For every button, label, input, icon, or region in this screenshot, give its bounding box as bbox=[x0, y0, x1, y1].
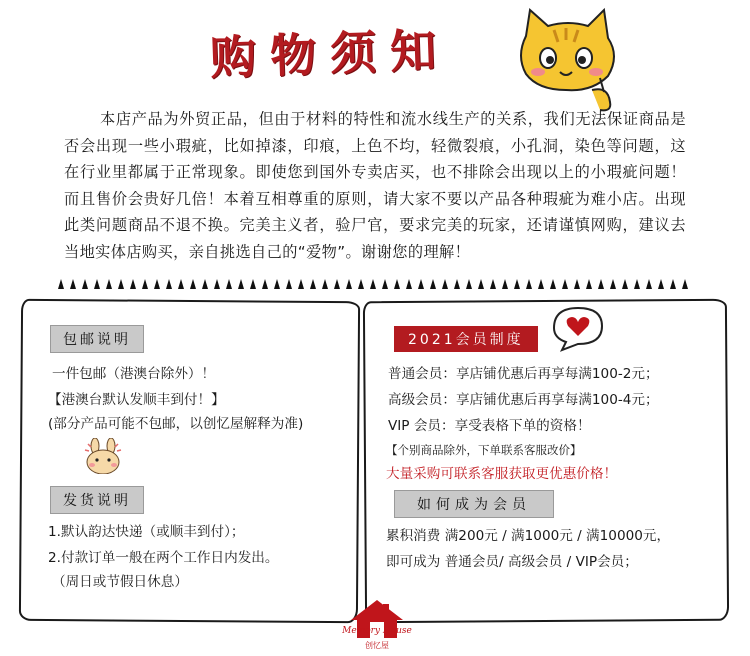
divider-triangle bbox=[370, 279, 376, 289]
divider-triangle bbox=[406, 279, 412, 289]
shipping-free-line-1: 一件包邮（港澳台除外）！ bbox=[52, 366, 216, 382]
divider-triangle bbox=[154, 279, 160, 289]
divider-triangle bbox=[514, 279, 520, 289]
divider-triangle bbox=[238, 279, 244, 289]
divider-triangle bbox=[634, 279, 640, 289]
divider-triangle bbox=[418, 279, 424, 289]
divider-triangle bbox=[658, 279, 664, 289]
divider-triangle bbox=[394, 279, 400, 289]
divider-triangle bbox=[442, 279, 448, 289]
membership-line-3: VIP 会员：享受表格下单的资格！ bbox=[388, 418, 591, 434]
become-line-1: 累积消费 满200元 / 满1000元 / 满10000元， bbox=[386, 528, 671, 544]
membership-note: 【个别商品除外，下单联系客服改价】 bbox=[386, 443, 582, 457]
divider-triangle bbox=[598, 279, 604, 289]
divider-triangle bbox=[466, 279, 472, 289]
divider-triangle bbox=[226, 279, 232, 289]
delivery-line-2: 2.付款订单一般在两个工作日内发出。 bbox=[48, 550, 279, 566]
shipping-free-line-3: (部分产品可能不包邮，以创忆屋解释为准) bbox=[48, 416, 304, 432]
triangle-divider bbox=[58, 278, 694, 290]
divider-triangle bbox=[214, 279, 220, 289]
delivery-line-3: （周日或节假日休息） bbox=[52, 574, 188, 590]
divider-triangle bbox=[430, 279, 436, 289]
divider-triangle bbox=[310, 279, 316, 289]
divider-triangle bbox=[622, 279, 628, 289]
divider-triangle bbox=[538, 279, 544, 289]
divider-triangle bbox=[574, 279, 580, 289]
divider-triangle bbox=[298, 279, 304, 289]
divider-triangle bbox=[562, 279, 568, 289]
membership-line-1: 普通会员：享店铺优惠后再享每满100-2元； bbox=[388, 366, 659, 382]
divider-triangle bbox=[502, 279, 508, 289]
page-title: 购物须知 bbox=[209, 22, 451, 86]
shipping-free-label: 包邮说明 bbox=[50, 325, 144, 353]
divider-triangle bbox=[142, 279, 148, 289]
become-line-2: 即可成为 普通会员/ 高级会员 / VIP会员； bbox=[386, 554, 638, 570]
divider-triangle bbox=[334, 279, 340, 289]
divider-triangle bbox=[322, 279, 328, 289]
bunny-icon bbox=[82, 438, 124, 474]
cat-mascot-icon bbox=[508, 6, 628, 114]
divider-triangle bbox=[166, 279, 172, 289]
divider-triangle bbox=[82, 279, 88, 289]
divider-triangle bbox=[190, 279, 196, 289]
divider-triangle bbox=[202, 279, 208, 289]
divider-triangle bbox=[490, 279, 496, 289]
divider-triangle bbox=[118, 279, 124, 289]
divider-triangle bbox=[454, 279, 460, 289]
divider-triangle bbox=[526, 279, 532, 289]
divider-triangle bbox=[274, 279, 280, 289]
bulk-purchase-note: 大量采购可联系客服获取更优惠价格！ bbox=[386, 466, 618, 482]
divider-triangle bbox=[646, 279, 652, 289]
divider-triangle bbox=[262, 279, 268, 289]
divider-triangle bbox=[670, 279, 676, 289]
become-member-label: 如何成为会员 bbox=[394, 490, 554, 518]
divider-triangle bbox=[130, 279, 136, 289]
membership-label: 2021会员制度 bbox=[394, 326, 538, 352]
divider-triangle bbox=[478, 279, 484, 289]
divider-triangle bbox=[382, 279, 388, 289]
divider-triangle bbox=[346, 279, 352, 289]
divider-triangle bbox=[550, 279, 556, 289]
divider-triangle bbox=[178, 279, 184, 289]
divider-triangle bbox=[70, 279, 76, 289]
divider-triangle bbox=[250, 279, 256, 289]
divider-triangle bbox=[94, 279, 100, 289]
membership-line-2: 高级会员：享店铺优惠后再享每满100-4元； bbox=[388, 392, 659, 408]
heart-bubble-icon bbox=[548, 304, 606, 352]
divider-triangle bbox=[106, 279, 112, 289]
divider-triangle bbox=[58, 279, 64, 289]
shipping-free-line-2: 【港澳台默认发顺丰到付！】 bbox=[48, 392, 225, 408]
delivery-label: 发货说明 bbox=[50, 486, 144, 514]
divider-triangle bbox=[682, 279, 688, 289]
logo-text: Memory House bbox=[342, 626, 412, 636]
intro-paragraph: 本店产品为外贸正品，但由于材料的特性和流水线生产的关系，我们无法保证商品是否会出现一些小瑕疵，比如掉漆，印痕，上色不均，轻微裂痕，小孔洞，染色等问题，这在行业里都属于正常现象。即使您到国外专卖店买，也不排除会出现以上的小瑕疵问题！而且售价会贵好几倍！本着互相尊重的原则，请大家不要以产品各种瑕疵为难小店。出现此类问题商品不退不换。完美主义者，验尸官，要求完美的玩家，还请谨慎网购，建议去当地实体店购买，亲自挑选自己的“爱物”。谢谢您的理解！ bbox=[64, 110, 686, 261]
divider-triangle bbox=[586, 279, 592, 289]
divider-triangle bbox=[610, 279, 616, 289]
divider-triangle bbox=[286, 279, 292, 289]
logo-subtext: 创忆屋 bbox=[365, 641, 389, 650]
delivery-line-1: 1.默认韵达快递（或顺丰到付）； bbox=[48, 524, 245, 540]
divider-triangle bbox=[358, 279, 364, 289]
